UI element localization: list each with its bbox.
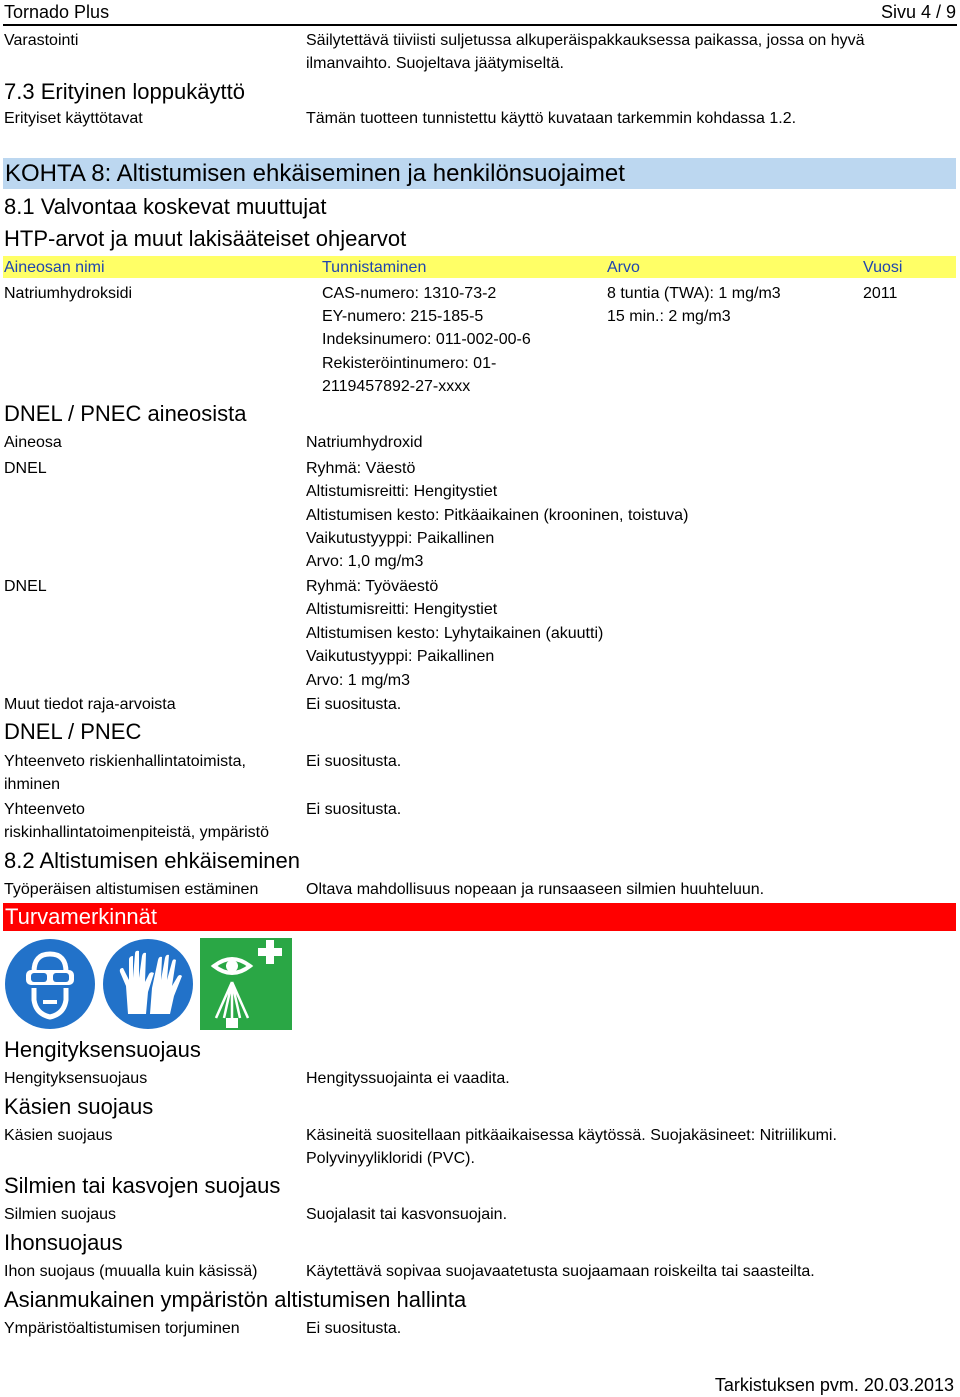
hand-heading: Käsien suojaus [4, 1094, 154, 1119]
document-title: Tornado Plus [4, 2, 110, 22]
dnel-1-line: Altistumisreitti: Hengitystiet [306, 483, 498, 500]
hand-label: Käsien suojaus [4, 1127, 113, 1144]
respiratory-heading: Hengityksensuojaus [4, 1037, 201, 1062]
section-8-title: KOHTA 8: Altistumisen ehkäiseminen ja henkilönsuojaimet [5, 160, 625, 187]
col-header-name: Aineosan nimi [4, 259, 105, 276]
gloves-icon [102, 938, 194, 1030]
row-value-twa: 8 tuntia (TWA): 1 mg/m3 [607, 285, 781, 302]
eyewash-station-icon [200, 938, 292, 1030]
header-divider [3, 24, 957, 26]
skin-heading: Ihonsuojaus [4, 1230, 123, 1255]
dnel-1-line: Arvo: 1,0 mg/m3 [306, 553, 424, 570]
col-header-year: Vuosi [863, 259, 903, 276]
page-number: Sivu 4 / 9 [880, 2, 956, 22]
storage-label: Varastointi [4, 32, 79, 49]
respiratory-value: Hengityssuojainta ei vaadita. [306, 1070, 510, 1087]
face-shield-icon [4, 938, 96, 1030]
skin-label: Ihon suojaus (muualla kuin käsissä) [4, 1263, 258, 1280]
row-ident-registration-cont: 2119457892-27-xxxx [322, 378, 471, 395]
summary-env-label: Yhteenveto [4, 801, 85, 818]
safety-banner [3, 903, 956, 931]
eye-heading: Silmien tai kasvojen suojaus [4, 1173, 281, 1198]
dnel-2-line: Arvo: 1 mg/m3 [306, 672, 411, 689]
safety-banner-title: Turvamerkinnät [5, 904, 158, 929]
environment-heading: Asianmukainen ympäristön altistumisen hallinta [4, 1287, 467, 1312]
dnel-pnec-heading: DNEL / PNEC [4, 719, 142, 744]
section-8-banner [3, 158, 956, 189]
end-use-value: Tämän tuotteen tunnistettu käyttö kuvataan tarkemmin kohdassa 1.2. [306, 110, 797, 127]
summary-human-label-cont: ihminen [4, 776, 61, 793]
substance-value: Natriumhydroxid [306, 434, 423, 451]
htp-heading: HTP-arvot ja muut lakisääteiset ohjearvot [4, 226, 407, 251]
row-ident-ec: EY-numero: 215-185-5 [322, 308, 484, 325]
exposure-value: Oltava mahdollisuus nopeaan ja runsaaseen silmien huuhteluun. [306, 881, 765, 898]
other-limit-value: Ei suositusta. [306, 696, 402, 713]
limit-table-header [3, 256, 956, 278]
dnel-1-line: Altistumisen kesto: Pitkäaikainen (krooninen, toistuva) [306, 507, 689, 524]
dnel-1-label: DNEL [4, 460, 47, 477]
hand-value: Käsineitä suositellaan pitkäaikaisessa käytössä. Suojakäsineet: Nitriilikumi. [306, 1127, 837, 1144]
dnel-2-line: Altistumisreitti: Hengitystiet [306, 601, 498, 618]
row-year: 2011 [863, 285, 898, 302]
row-ident-registration: Rekisteröintinumero: 01- [322, 355, 497, 372]
revision-date: Tarkistuksen pvm. 20.03.2013 [714, 1375, 954, 1395]
hand-value-cont: Polyvinyylikloridi (PVC). [306, 1150, 475, 1167]
summary-human-value: Ei suositusta. [306, 753, 402, 770]
eye-label: Silmien suojaus [4, 1206, 117, 1223]
dnel-2-line: Altistumisen kesto: Lyhytaikainen (akuutti) [306, 625, 604, 642]
row-ident-cas: CAS-numero: 1310-73-2 [322, 285, 497, 302]
environment-label: Ympäristöaltistumisen torjuminen [4, 1320, 240, 1337]
environment-value: Ei suositusta. [306, 1320, 402, 1337]
end-use-label: Erityiset käyttötavat [4, 110, 143, 127]
dnel-2-line: Vaikutustyyppi: Paikallinen [306, 648, 495, 665]
dnel-heading: DNEL / PNEC aineosista [4, 401, 247, 426]
dnel-1-line: Vaikutustyyppi: Paikallinen [306, 530, 495, 547]
row-ident-index: Indeksinumero: 011-002-00-6 [322, 331, 531, 348]
dnel-2-line: Ryhmä: Työväestö [306, 578, 439, 595]
dnel-1-line: Ryhmä: Väestö [306, 460, 416, 477]
eye-value: Suojalasit tai kasvonsuojain. [306, 1206, 508, 1223]
row-value-stel: 15 min.: 2 mg/m3 [607, 308, 731, 325]
summary-human-label: Yhteenveto riskienhallintatoimista, [4, 753, 246, 770]
respiratory-label: Hengityksensuojaus [4, 1070, 148, 1087]
other-limit-label: Muut tiedot raja-arvoista [4, 696, 176, 713]
summary-env-value: Ei suositusta. [306, 801, 402, 818]
subsection-8-1-heading: 8.1 Valvontaa koskevat muuttujat [4, 194, 327, 219]
storage-line-2: ilmanvaihto. Suojeltava jäätymiseltä. [306, 55, 564, 72]
summary-env-label-cont: riskinhallintatoimenpiteistä, ympäristö [4, 824, 269, 841]
end-use-heading: 7.3 Erityinen loppukäyttö [4, 79, 245, 104]
row-substance-name: Natriumhydroksidi [4, 285, 133, 302]
storage-line-1: Säilytettävä tiiviisti suljetussa alkuperäispakkauksessa paikassa, jossa on hyvä [306, 32, 865, 49]
exposure-heading: 8.2 Altistumisen ehkäiseminen [4, 848, 300, 873]
substance-label: Aineosa [4, 434, 62, 451]
col-header-value: Arvo [607, 259, 640, 276]
col-header-identification: Tunnistaminen [322, 259, 427, 276]
exposure-label: Työperäisen altistumisen estäminen [4, 881, 259, 898]
skin-value: Käytettävä sopivaa suojavaatetusta suojaamaan roiskeilta tai saasteilta. [306, 1263, 815, 1280]
dnel-2-label: DNEL [4, 578, 47, 595]
